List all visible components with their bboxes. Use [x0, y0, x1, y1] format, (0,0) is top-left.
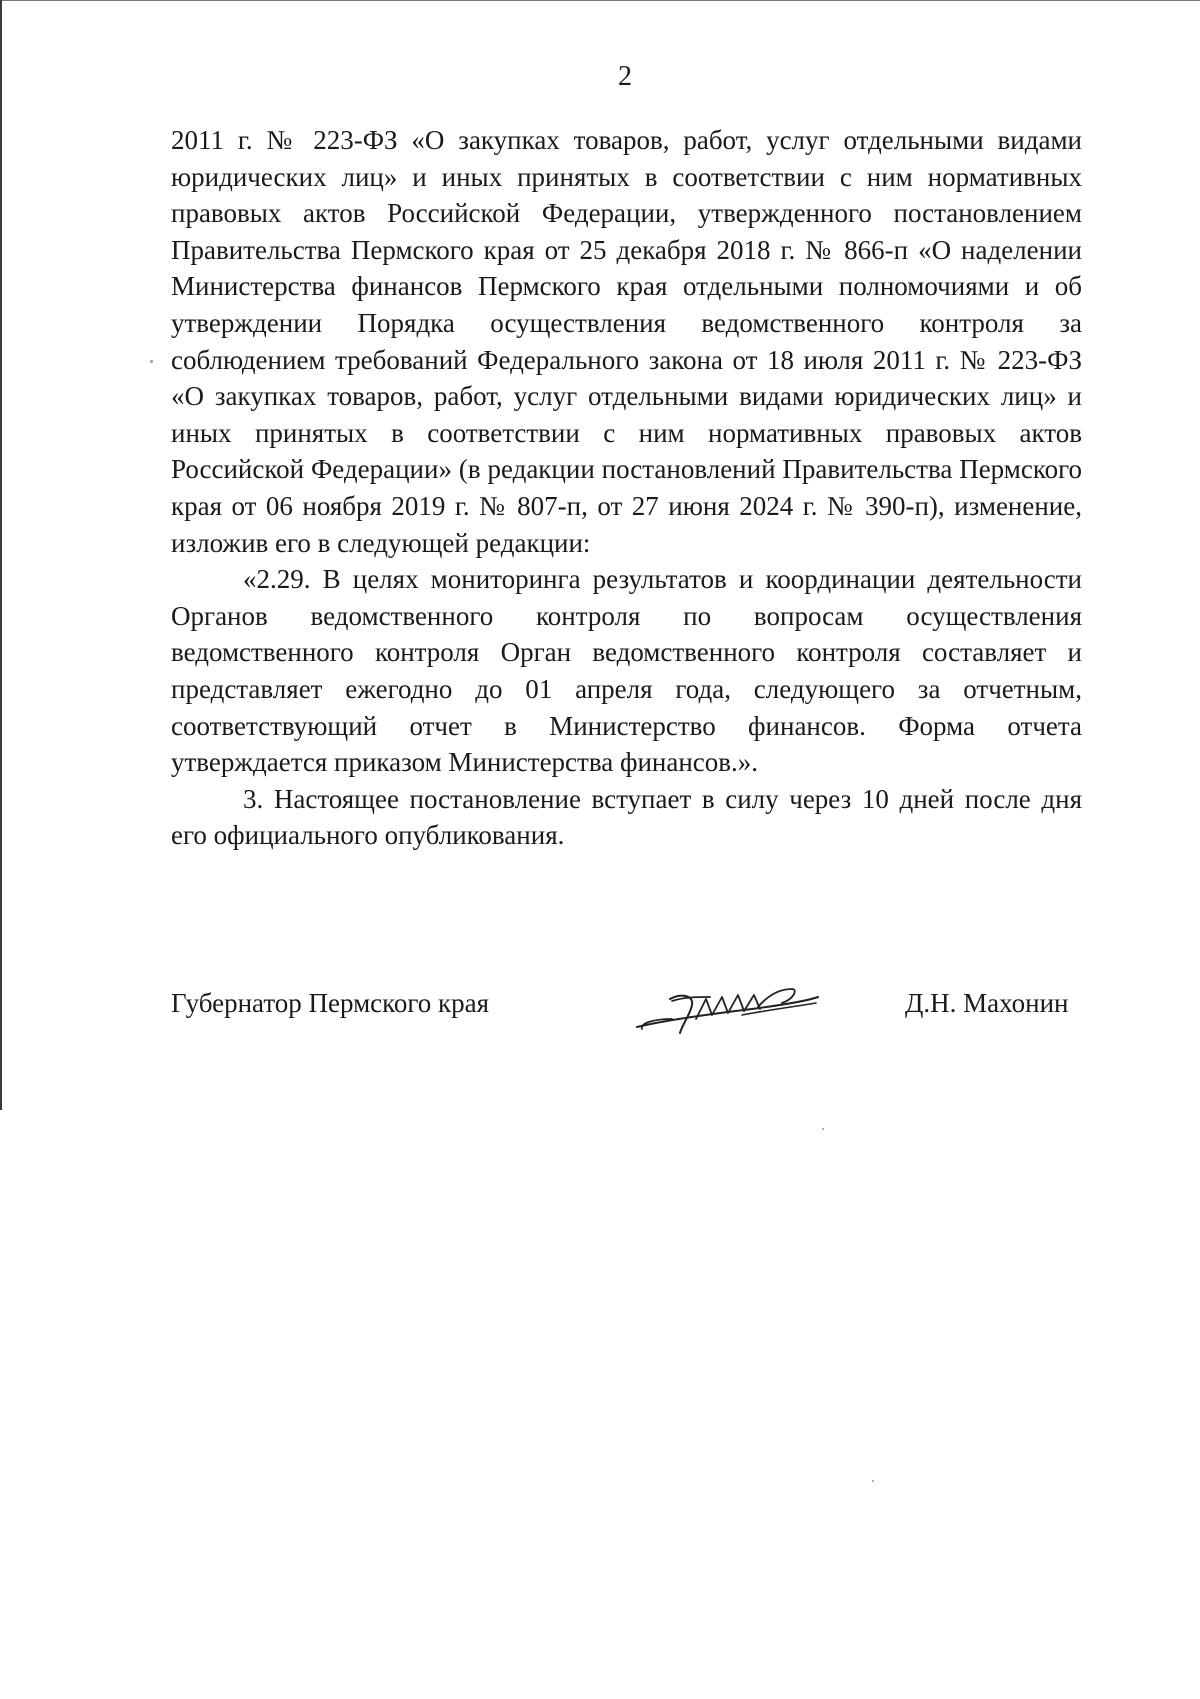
- signatory-position: Губернатор Пермского края: [171, 988, 490, 1018]
- document-body: [171, 122, 1082, 854]
- paragraph-continuation: 2011 г. № 223-ФЗ «О закупках товаров, работ, услуг отдельными видами юридических лиц» и иных принятых в соответствии с ним нормативных правовых актов Российской Федерации, утвержденного постановлением Правительства Пермского края от 25 декабря 2018 г. № 866-п «О наделении Министерства финансов Пермского края отдельными полномочиями и об утверждении Порядка осуществления ведомственного контроля за соблюдением требований Федерального закона от 18 июля 2011 г. № 223-ФЗ «О закупках товаров, работ, услуг отдельными видами юридических лиц» и иных принятых в соответствии с ним нормативных правовых актов Российской Федерации» (в редакции постановлений Правительства Пермского края от 06 ноября 2019 г. № 807-п, от 27 июня 2024 г. № 390-п), изменение, изложив его в следующей редакции:: [171, 125, 1082, 558]
- scan-speck: [872, 1480, 874, 1482]
- paragraph-item-3: 3. Настоящее постановление вступает в силу через 10 дней после дня его официального опубликования.: [171, 783, 1082, 851]
- handwritten-signature: [632, 985, 822, 1035]
- scan-edge-left: [0, 0, 2, 1110]
- scan-speck: [822, 1128, 824, 1130]
- paragraph-amendment-2-29: «2.29. В целях мониторинга результатов и координации деятельности Органов ведомственного контроля по вопросам осуществления ведомственного контроля Орган ведомственного контроля составляет и представляет ежегодно до 01 апреля года, следующего за отчетным, соответствующий отчет в Министерство финансов. Форма отчета утверждается приказом Министерства финансов.».: [171, 564, 1082, 778]
- scan-edge-top: [0, 0, 1200, 1]
- page-number: 2: [618, 61, 632, 92]
- scan-speck: [150, 360, 153, 363]
- signatory-name: Д.Н. Махонин: [905, 988, 1069, 1018]
